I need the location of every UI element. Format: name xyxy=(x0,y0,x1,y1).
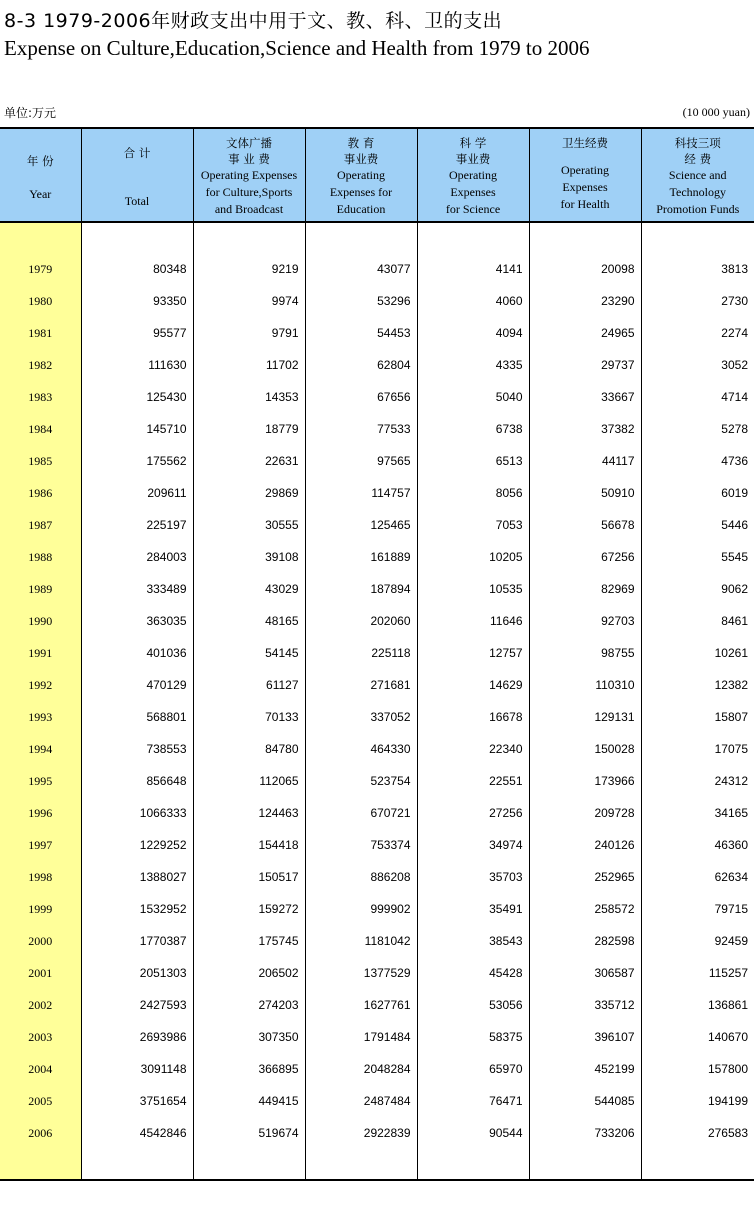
cell-year: 1992 xyxy=(0,669,81,701)
cell-culture: 11702 xyxy=(193,349,305,381)
cell-total: 363035 xyxy=(81,605,193,637)
table-row xyxy=(0,573,754,605)
cell-total: 401036 xyxy=(81,637,193,669)
cell-science: 8056 xyxy=(417,477,529,509)
cell-culture: 366895 xyxy=(193,1053,305,1085)
cell-education: 43077 xyxy=(305,253,417,285)
cell-health: 306587 xyxy=(529,957,641,989)
cell-year: 2003 xyxy=(0,1021,81,1053)
cell-sci-tech-promotion: 46360 xyxy=(641,829,754,861)
cell-culture: 112065 xyxy=(193,765,305,797)
cell-sci-tech-promotion: 17075 xyxy=(641,733,754,765)
cell-culture: 29869 xyxy=(193,477,305,509)
table-row xyxy=(0,381,754,413)
cell-total: 95577 xyxy=(81,317,193,349)
cell-year: 1984 xyxy=(0,413,81,445)
column-header-en: Year xyxy=(29,187,52,201)
cell-science: 34974 xyxy=(417,829,529,861)
cell-education: 670721 xyxy=(305,797,417,829)
cell-culture: 61127 xyxy=(193,669,305,701)
table-row xyxy=(0,957,754,989)
cell-education: 125465 xyxy=(305,509,417,541)
cell-total: 470129 xyxy=(81,669,193,701)
table-row xyxy=(0,1053,754,1085)
cell-health: 733206 xyxy=(529,1117,641,1149)
cell-education: 1181042 xyxy=(305,925,417,957)
column-header-education xyxy=(305,128,417,222)
cell-year: 1988 xyxy=(0,541,81,573)
cell-culture: 124463 xyxy=(193,797,305,829)
cell-science: 35491 xyxy=(417,893,529,925)
cell-total: 738553 xyxy=(81,733,193,765)
cell-education: 225118 xyxy=(305,637,417,669)
cell-culture: 9791 xyxy=(193,317,305,349)
cell-total: 333489 xyxy=(81,573,193,605)
cell-health: 129131 xyxy=(529,701,641,733)
cell-culture: 150517 xyxy=(193,861,305,893)
column-header-cn: 年 份 xyxy=(26,154,54,168)
column-header-en: Science and Technology Promotion Funds xyxy=(656,168,740,216)
cell-science: 4094 xyxy=(417,317,529,349)
table-body xyxy=(0,222,754,1180)
cell-education: 77533 xyxy=(305,413,417,445)
table-row xyxy=(0,285,754,317)
cell-science: 10535 xyxy=(417,573,529,605)
table-row xyxy=(0,669,754,701)
page-title-english: Expense on Culture,Education,Science and Health from 1979 to 2006 xyxy=(4,36,590,60)
table-row xyxy=(0,1085,754,1117)
expense-table xyxy=(0,127,754,1181)
column-header-culture xyxy=(193,128,305,222)
cell-year: 1979 xyxy=(0,253,81,285)
column-header-health xyxy=(529,128,641,222)
cell-total: 80348 xyxy=(81,253,193,285)
table-row xyxy=(0,509,754,541)
cell-education: 54453 xyxy=(305,317,417,349)
unit-label-chinese: 单位:万元 xyxy=(4,106,57,120)
cell-total: 125430 xyxy=(81,381,193,413)
cell-education: 753374 xyxy=(305,829,417,861)
cell-education: 97565 xyxy=(305,445,417,477)
cell-health: 335712 xyxy=(529,989,641,1021)
cell-total: 1066333 xyxy=(81,797,193,829)
cell-education: 67656 xyxy=(305,381,417,413)
cell-sci-tech-promotion: 140670 xyxy=(641,1021,754,1053)
column-header-total xyxy=(81,128,193,222)
column-header-cn: 科 学 事业费 xyxy=(455,136,491,166)
cell-year: 2001 xyxy=(0,957,81,989)
cell-year: 2004 xyxy=(0,1053,81,1085)
cell-year: 2002 xyxy=(0,989,81,1021)
expense-table-container xyxy=(0,127,754,1181)
cell-sci-tech-promotion: 6019 xyxy=(641,477,754,509)
cell-sci-tech-promotion: 24312 xyxy=(641,765,754,797)
column-header-cn: 卫生经费 xyxy=(562,136,608,150)
cell-culture: 39108 xyxy=(193,541,305,573)
unit-label-english: (10 000 yuan) xyxy=(682,105,750,119)
cell-culture: 54145 xyxy=(193,637,305,669)
cell-science: 38543 xyxy=(417,925,529,957)
cell-sci-tech-promotion: 194199 xyxy=(641,1085,754,1117)
cell-science: 10205 xyxy=(417,541,529,573)
cell-education: 2048284 xyxy=(305,1053,417,1085)
cell-health: 37382 xyxy=(529,413,641,445)
cell-year: 1994 xyxy=(0,733,81,765)
cell-health: 544085 xyxy=(529,1085,641,1117)
cell-total: 2693986 xyxy=(81,1021,193,1053)
cell-year: 2006 xyxy=(0,1117,81,1149)
header-row xyxy=(0,128,754,222)
table-row xyxy=(0,893,754,925)
cell-health: 282598 xyxy=(529,925,641,957)
cell-culture: 22631 xyxy=(193,445,305,477)
table-row xyxy=(0,989,754,1021)
cell-culture: 159272 xyxy=(193,893,305,925)
cell-culture: 70133 xyxy=(193,701,305,733)
table-row xyxy=(0,637,754,669)
table-row xyxy=(0,445,754,477)
cell-science: 65970 xyxy=(417,1053,529,1085)
table-row xyxy=(0,861,754,893)
cell-education: 464330 xyxy=(305,733,417,765)
table-row xyxy=(0,253,754,285)
cell-sci-tech-promotion: 115257 xyxy=(641,957,754,989)
cell-education: 523754 xyxy=(305,765,417,797)
cell-total: 856648 xyxy=(81,765,193,797)
cell-sci-tech-promotion: 15807 xyxy=(641,701,754,733)
table-header xyxy=(0,128,754,222)
cell-year: 1980 xyxy=(0,285,81,317)
cell-science: 12757 xyxy=(417,637,529,669)
column-header-en: Operating Expenses for Science xyxy=(445,168,501,216)
cell-science: 6738 xyxy=(417,413,529,445)
cell-education: 1791484 xyxy=(305,1021,417,1053)
cell-science: 58375 xyxy=(417,1021,529,1053)
cell-science: 53056 xyxy=(417,989,529,1021)
cell-year: 1985 xyxy=(0,445,81,477)
cell-total: 93350 xyxy=(81,285,193,317)
cell-year: 1990 xyxy=(0,605,81,637)
cell-health: 56678 xyxy=(529,509,641,541)
cell-sci-tech-promotion: 12382 xyxy=(641,669,754,701)
cell-science: 22340 xyxy=(417,733,529,765)
cell-science: 22551 xyxy=(417,765,529,797)
cell-total: 1229252 xyxy=(81,829,193,861)
table-row xyxy=(0,541,754,573)
cell-science: 45428 xyxy=(417,957,529,989)
cell-total: 3751654 xyxy=(81,1085,193,1117)
cell-science: 35703 xyxy=(417,861,529,893)
cell-science: 11646 xyxy=(417,605,529,637)
cell-total: 145710 xyxy=(81,413,193,445)
cell-total: 1388027 xyxy=(81,861,193,893)
column-header-en: Operating Expenses for Education xyxy=(329,168,393,216)
cell-sci-tech-promotion: 5278 xyxy=(641,413,754,445)
cell-education: 2487484 xyxy=(305,1085,417,1117)
cell-health: 50910 xyxy=(529,477,641,509)
cell-science: 14629 xyxy=(417,669,529,701)
cell-total: 225197 xyxy=(81,509,193,541)
table-row xyxy=(0,765,754,797)
cell-health: 29737 xyxy=(529,349,641,381)
cell-sci-tech-promotion: 2730 xyxy=(641,285,754,317)
cell-education: 161889 xyxy=(305,541,417,573)
cell-year: 1981 xyxy=(0,317,81,349)
cell-sci-tech-promotion: 4736 xyxy=(641,445,754,477)
page-title-chinese: 8-3 1979-2006年财政支出中用于文、教、科、卫的支出 xyxy=(4,10,503,32)
cell-total: 4542846 xyxy=(81,1117,193,1149)
cell-culture: 14353 xyxy=(193,381,305,413)
cell-health: 20098 xyxy=(529,253,641,285)
cell-science: 5040 xyxy=(417,381,529,413)
cell-total: 175562 xyxy=(81,445,193,477)
table-row xyxy=(0,477,754,509)
table-row xyxy=(0,733,754,765)
cell-science: 4141 xyxy=(417,253,529,285)
cell-science: 7053 xyxy=(417,509,529,541)
cell-culture: 307350 xyxy=(193,1021,305,1053)
cell-health: 150028 xyxy=(529,733,641,765)
cell-culture: 519674 xyxy=(193,1117,305,1149)
cell-education: 2922839 xyxy=(305,1117,417,1149)
table-row xyxy=(0,925,754,957)
cell-sci-tech-promotion: 62634 xyxy=(641,861,754,893)
cell-culture: 274203 xyxy=(193,989,305,1021)
cell-health: 240126 xyxy=(529,829,641,861)
table-row xyxy=(0,829,754,861)
cell-sci-tech-promotion: 157800 xyxy=(641,1053,754,1085)
column-header-en: Operating Expenses for Health xyxy=(560,163,610,211)
cell-sci-tech-promotion: 8461 xyxy=(641,605,754,637)
cell-sci-tech-promotion: 10261 xyxy=(641,637,754,669)
cell-health: 98755 xyxy=(529,637,641,669)
cell-year: 2005 xyxy=(0,1085,81,1117)
spacer-row xyxy=(0,222,754,253)
column-header-cn: 教 育 事业费 xyxy=(343,136,379,166)
cell-sci-tech-promotion: 79715 xyxy=(641,893,754,925)
cell-health: 452199 xyxy=(529,1053,641,1085)
cell-health: 258572 xyxy=(529,893,641,925)
cell-health: 252965 xyxy=(529,861,641,893)
cell-culture: 9974 xyxy=(193,285,305,317)
cell-year: 1989 xyxy=(0,573,81,605)
cell-education: 187894 xyxy=(305,573,417,605)
cell-total: 2051303 xyxy=(81,957,193,989)
cell-total: 3091148 xyxy=(81,1053,193,1085)
cell-health: 110310 xyxy=(529,669,641,701)
column-header-year xyxy=(0,128,81,222)
cell-year: 2000 xyxy=(0,925,81,957)
table-row xyxy=(0,349,754,381)
cell-culture: 175745 xyxy=(193,925,305,957)
cell-science: 90544 xyxy=(417,1117,529,1149)
cell-year: 1991 xyxy=(0,637,81,669)
cell-sci-tech-promotion: 92459 xyxy=(641,925,754,957)
cell-health: 173966 xyxy=(529,765,641,797)
cell-science: 4060 xyxy=(417,285,529,317)
cell-education: 337052 xyxy=(305,701,417,733)
cell-education: 271681 xyxy=(305,669,417,701)
cell-health: 33667 xyxy=(529,381,641,413)
column-header-cn: 合 计 xyxy=(123,146,151,160)
cell-education: 886208 xyxy=(305,861,417,893)
cell-year: 1993 xyxy=(0,701,81,733)
cell-total: 284003 xyxy=(81,541,193,573)
table-row xyxy=(0,701,754,733)
cell-total: 209611 xyxy=(81,477,193,509)
cell-health: 23290 xyxy=(529,285,641,317)
cell-sci-tech-promotion: 5446 xyxy=(641,509,754,541)
table-row xyxy=(0,413,754,445)
cell-health: 67256 xyxy=(529,541,641,573)
table-row xyxy=(0,1021,754,1053)
spacer-row xyxy=(0,1149,754,1180)
cell-year: 1987 xyxy=(0,509,81,541)
cell-total: 1532952 xyxy=(81,893,193,925)
cell-education: 53296 xyxy=(305,285,417,317)
cell-health: 396107 xyxy=(529,1021,641,1053)
cell-sci-tech-promotion: 136861 xyxy=(641,989,754,1021)
cell-sci-tech-promotion: 3052 xyxy=(641,349,754,381)
cell-year: 1983 xyxy=(0,381,81,413)
cell-year: 1998 xyxy=(0,861,81,893)
cell-total: 1770387 xyxy=(81,925,193,957)
cell-culture: 43029 xyxy=(193,573,305,605)
cell-total: 2427593 xyxy=(81,989,193,1021)
cell-sci-tech-promotion: 34165 xyxy=(641,797,754,829)
cell-sci-tech-promotion: 276583 xyxy=(641,1117,754,1149)
cell-culture: 9219 xyxy=(193,253,305,285)
cell-science: 6513 xyxy=(417,445,529,477)
cell-year: 1996 xyxy=(0,797,81,829)
cell-education: 1627761 xyxy=(305,989,417,1021)
cell-health: 92703 xyxy=(529,605,641,637)
cell-culture: 30555 xyxy=(193,509,305,541)
cell-total: 111630 xyxy=(81,349,193,381)
cell-health: 44117 xyxy=(529,445,641,477)
column-header-sci-tech-promotion xyxy=(641,128,754,222)
cell-sci-tech-promotion: 4714 xyxy=(641,381,754,413)
cell-year: 1995 xyxy=(0,765,81,797)
cell-year: 1986 xyxy=(0,477,81,509)
column-header-en: Operating Expenses for Culture,Sports and Broadcast xyxy=(200,168,298,216)
cell-sci-tech-promotion: 9062 xyxy=(641,573,754,605)
column-header-cn: 文体广播 事 业 费 xyxy=(226,136,272,166)
cell-health: 82969 xyxy=(529,573,641,605)
cell-education: 114757 xyxy=(305,477,417,509)
cell-science: 4335 xyxy=(417,349,529,381)
cell-science: 27256 xyxy=(417,797,529,829)
cell-science: 76471 xyxy=(417,1085,529,1117)
table-row xyxy=(0,797,754,829)
cell-sci-tech-promotion: 2274 xyxy=(641,317,754,349)
cell-education: 62804 xyxy=(305,349,417,381)
cell-year: 1999 xyxy=(0,893,81,925)
cell-culture: 18779 xyxy=(193,413,305,445)
column-header-science xyxy=(417,128,529,222)
cell-sci-tech-promotion: 3813 xyxy=(641,253,754,285)
cell-year: 1997 xyxy=(0,829,81,861)
cell-culture: 84780 xyxy=(193,733,305,765)
cell-education: 202060 xyxy=(305,605,417,637)
column-header-en: Total xyxy=(124,194,150,208)
cell-culture: 48165 xyxy=(193,605,305,637)
cell-health: 209728 xyxy=(529,797,641,829)
table-row xyxy=(0,605,754,637)
cell-total: 568801 xyxy=(81,701,193,733)
cell-culture: 154418 xyxy=(193,829,305,861)
cell-health: 24965 xyxy=(529,317,641,349)
cell-sci-tech-promotion: 5545 xyxy=(641,541,754,573)
cell-education: 1377529 xyxy=(305,957,417,989)
cell-year: 1982 xyxy=(0,349,81,381)
column-header-cn: 科技三项 经 费 xyxy=(674,136,721,166)
table-row xyxy=(0,317,754,349)
cell-culture: 206502 xyxy=(193,957,305,989)
cell-education: 999902 xyxy=(305,893,417,925)
cell-science: 16678 xyxy=(417,701,529,733)
table-row xyxy=(0,1117,754,1149)
cell-culture: 449415 xyxy=(193,1085,305,1117)
